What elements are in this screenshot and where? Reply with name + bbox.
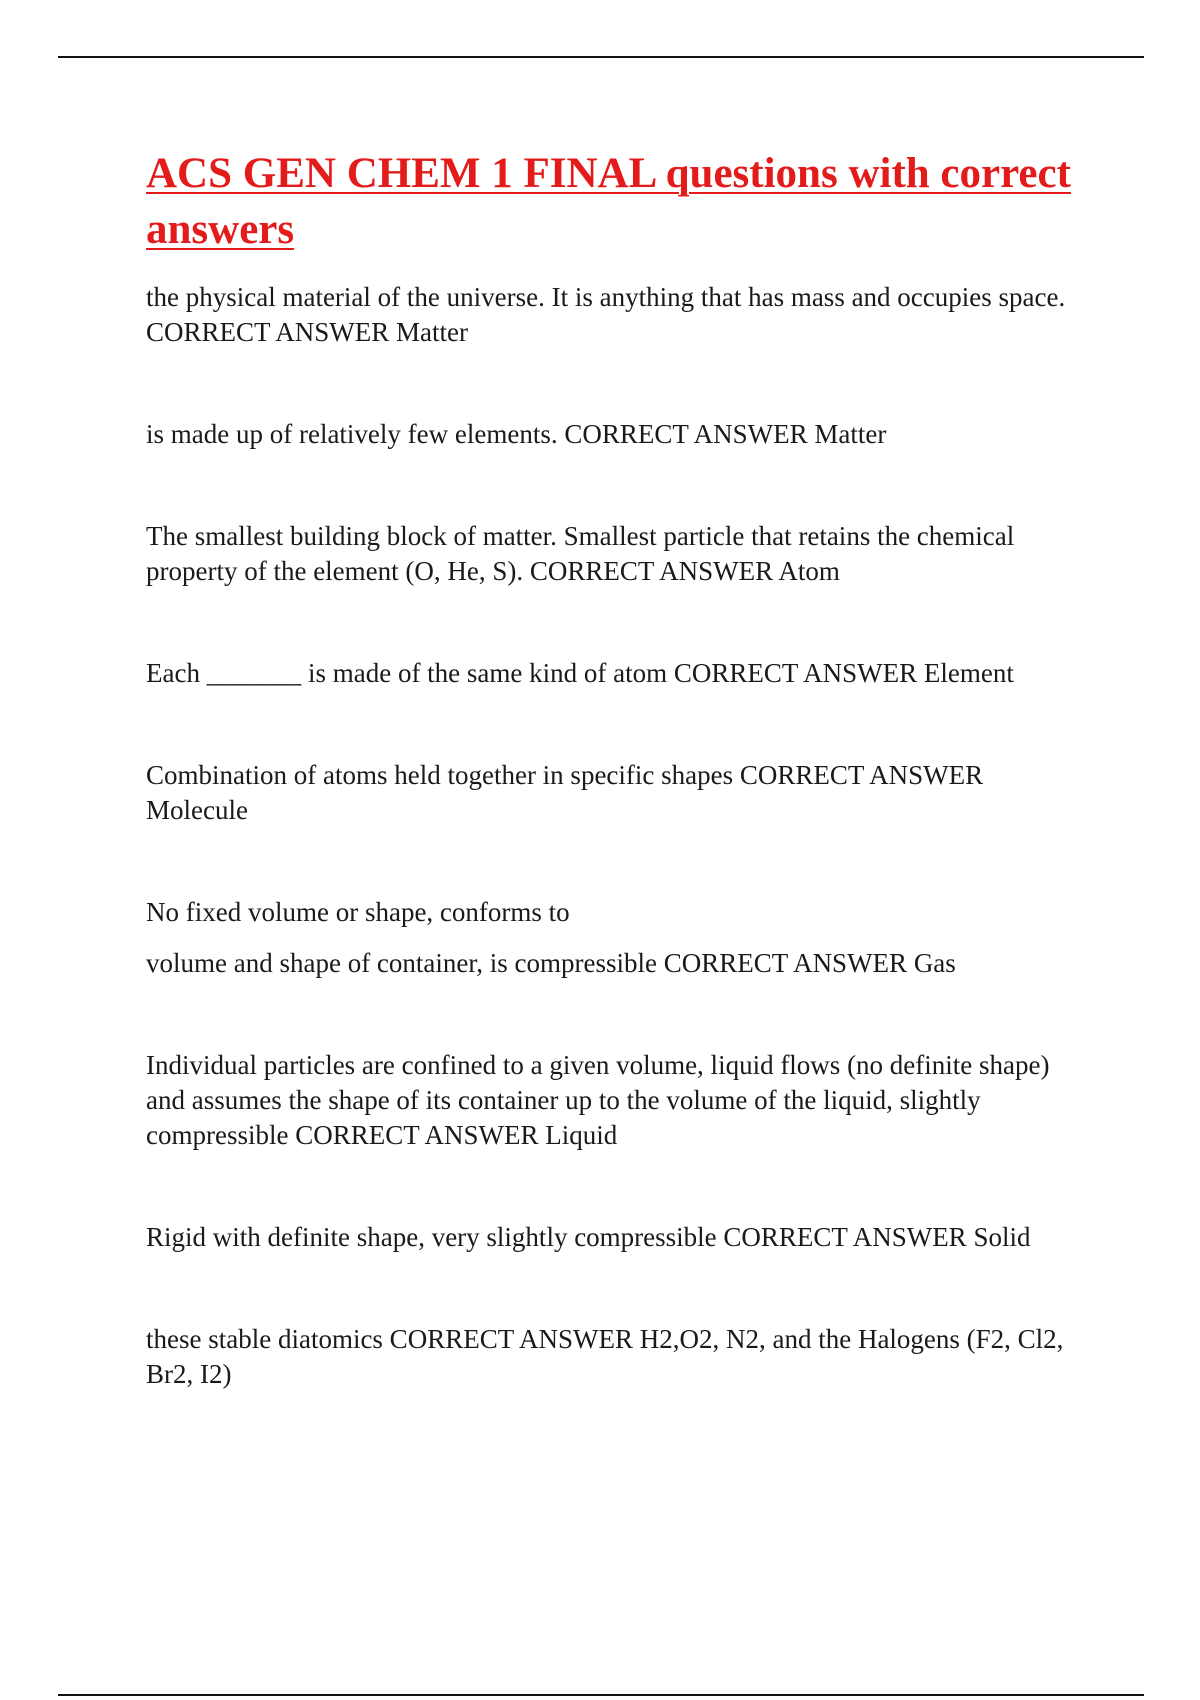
qa-entry-solid: Rigid with definite shape, very slightly compressible CORRECT ANSWER Solid [146,1222,1031,1252]
qa-entry-matter-elements: is made up of relatively few elements. CORRECT ANSWER Matter [146,419,887,449]
bottom-rule [58,1694,1144,1696]
top-rule [58,56,1144,58]
qa-entry-matter-definition: the physical material of the universe. It is anything that has mass and occupies space. CORRECT ANSWER Matter [146,282,1066,347]
qa-entry-liquid: Individual particles are confined to a given volume, liquid flows (no definite shape) and assumes the shape of its container up to the volume of the liquid, slightly compressible CORRECT ANSWER Liquid [146,1050,1050,1150]
document-title: ACS GEN CHEM 1 FINAL questions with correct answers [146,150,1071,253]
qa-entry-molecule: Combination of atoms held together in specific shapes CORRECT ANSWER Molecule [146,760,984,825]
qa-entry-diatomics: these stable diatomics CORRECT ANSWER H2,O2, N2, and the Halogens (F2, Cl2, Br2, I2) [146,1324,1064,1389]
qa-entry-atom: The smallest building block of matter. Smallest particle that retains the chemical property of the element (O, He, S). CORRECT ANSWER Atom [146,521,1015,586]
document-body [146,146,1086,1392]
qa-entry-element: Each _______ is made of the same kind of atom CORRECT ANSWER Element [146,658,1014,688]
qa-entry-gas-line2: volume and shape of container, is compressible CORRECT ANSWER Gas [146,948,956,978]
qa-entry-gas-line1: No fixed volume or shape, conforms to [146,897,570,927]
